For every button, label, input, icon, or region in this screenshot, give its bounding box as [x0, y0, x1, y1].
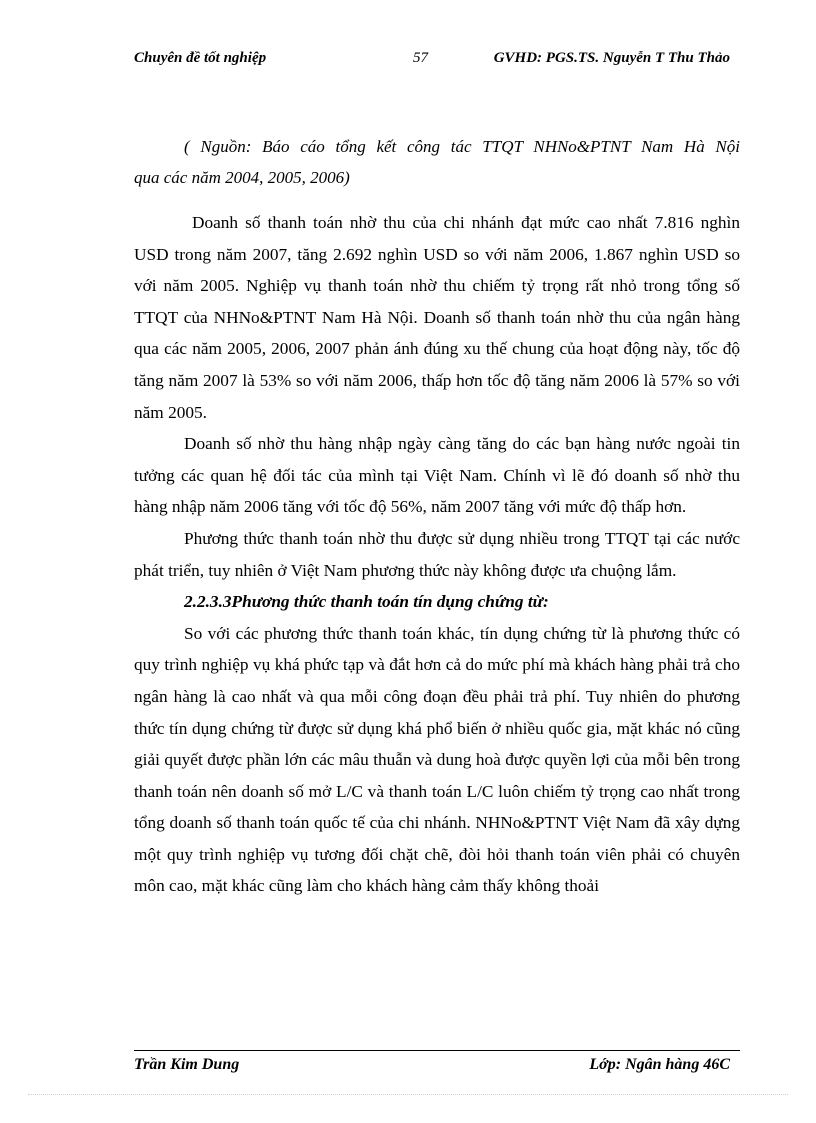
- class-name: Lớp: Ngân hàng 46C: [589, 1056, 730, 1073]
- page-number: 57: [413, 50, 428, 66]
- paragraph-documentary-credit: So với các phương thức thanh toán khác, tín dụng chứng từ là phương thức có quy trình nghiệp vụ khá phức tạp và đắt hơn cả do mức phí mà khách hàng phải trả cho ngân hàng là cao nhất và qua mỗi công đoạn đều phải trả phí. Tuy nhiên do phương thức tín dụng chứng từ được sử dụng khá phổ biến ở nhiều quốc gia, mặt khác nó cũng giải quyết được phần lớn các mâu thuẫn và dung hoà được quyền lợi của mỗi bên trong thanh toán nên doanh số mở L/C và thanh toán L/C luôn chiếm tỷ trọng cao nhất trong tổng doanh số thanh toán quốc tế của chi nhánh. NHNo&PTNT Việt Nam đã xây dựng một quy trình nghiệp vụ tương đối chặt chẽ, đòi hỏi thanh toán viên phải có chuyên môn cao, mặt khác cũng làm cho khách hàng cảm thấy không thoải: [134, 623, 740, 896]
- paragraph-collection-revenue: Doanh số thanh toán nhờ thu của chi nhánh đạt mức cao nhất 7.816 nghìn USD trong năm 2007, tăng 2.692 nghìn USD so với năm 2006, 1.867 nghìn USD so với năm 2005. Nghiệp vụ thanh toán nhờ thu chiếm tỷ trọng rất nhỏ trong tổng số TTQT của NHNo&PTNT Nam Hà Nội. Doanh số thanh toán nhờ thu của ngân hàng qua các năm 2005, 2006, 2007 phản ánh đúng xu thế chung của hoạt động này, tốc độ tăng năm 2007 là 53% so với năm 2006, thấp hơn tốc độ tăng năm 2006 là 57% so với năm 2005.: [134, 213, 740, 422]
- document-body: [134, 207, 740, 902]
- author-name: Trần Kim Dung: [134, 1056, 240, 1073]
- source-note-line-2: qua các năm 2004, 2005, 2006): [134, 168, 350, 187]
- page-boundary: [28, 1094, 788, 1095]
- paragraph-collection-usage: Phương thức thanh toán nhờ thu được sử dụng nhiều trong TTQT tại các nước phát triển, tuy nhiên ở Việt Nam phương thức này không được ưa chuộng lắm.: [134, 528, 740, 580]
- document-title: Chuyên đề tốt nghiệp: [134, 50, 267, 66]
- supervisor-name: GVHD: PGS.TS. Nguyễn T Thu Thảo: [493, 50, 730, 66]
- page-header: [134, 44, 730, 74]
- paragraph-import-collection: Doanh số nhờ thu hàng nhập ngày càng tăng do các bạn hàng nước ngoài tin tưởng các quan hệ đối tác của mình tại Việt Nam. Chính vì lẽ đó doanh số nhờ thu hàng nhập năm 2006 tăng với tốc độ 56%, năm 2007 tăng với mức độ thấp hơn.: [134, 434, 740, 517]
- source-note-line-1: ( Nguồn: Báo cáo tổng kết công tác TTQT NHNo&PTNT Nam Hà Nội: [184, 137, 740, 156]
- section-heading: 2.2.3.3Phương thức thanh toán tín dụng chứng từ:: [184, 592, 549, 612]
- source-note: [134, 131, 740, 193]
- footer-divider: [134, 1050, 740, 1051]
- page-footer: [134, 1054, 730, 1078]
